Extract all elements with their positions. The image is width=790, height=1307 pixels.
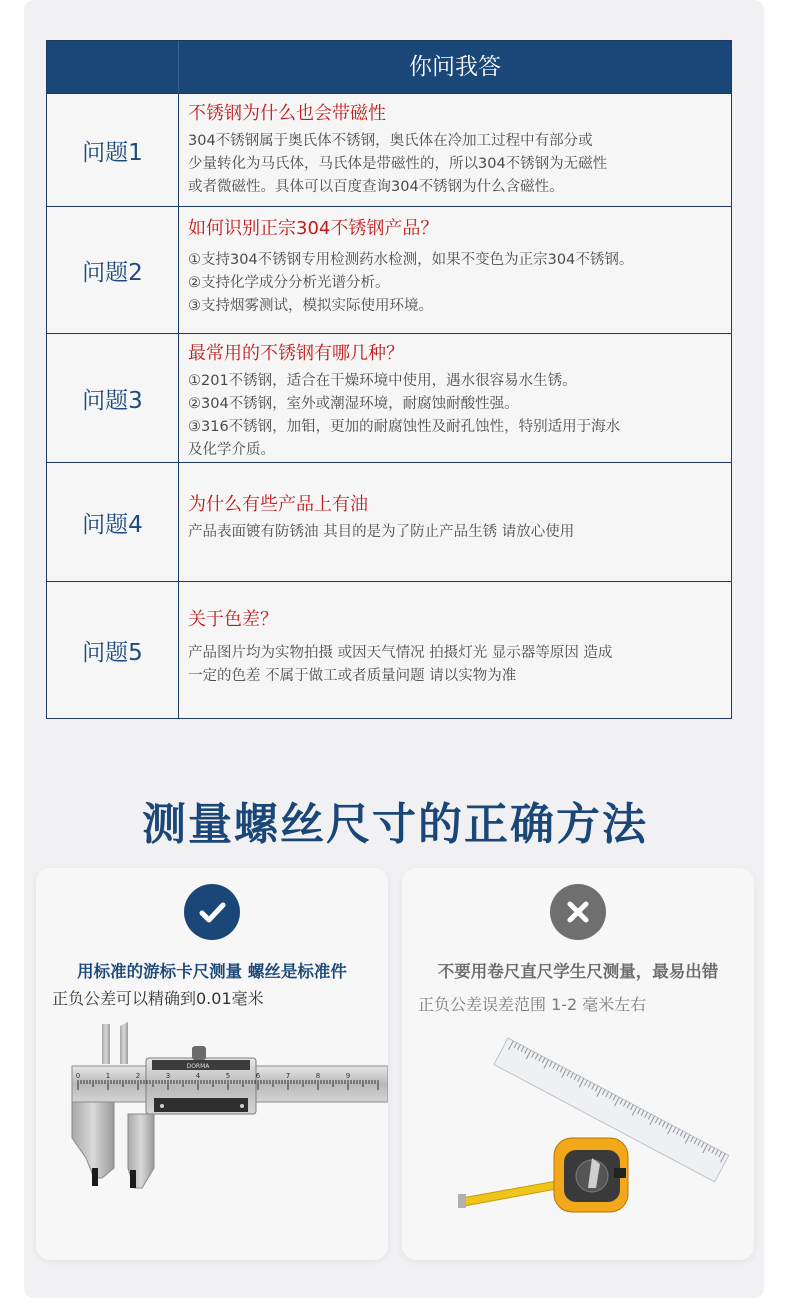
faq-header [47, 41, 731, 93]
faq-row-label: 问题3 [47, 334, 179, 462]
faq-row-1 [47, 93, 731, 206]
faq-row-label: 问题2 [47, 207, 179, 333]
faq-answer: ①201不锈钢，适合在干燥环境中使用，遇水很容易水生锈。 ②304不锈钢，室外或潮湿环境，耐腐蚀耐酸性强。 ③316不锈钢，加钼，更加的耐腐蚀性及耐孔蚀性，特别适用于海水 及化学介质。 [188, 373, 621, 458]
faq-title: 你问我答 [409, 54, 501, 80]
faq-row-label: 问题4 [47, 463, 179, 581]
measure-section-title: 测量螺丝尺寸的正确方法 [142, 799, 648, 850]
faq-row-5 [47, 581, 731, 718]
faq-question: 关于色差？ [188, 609, 278, 630]
cross-icon [550, 884, 606, 940]
faq-row-3 [47, 333, 731, 462]
caliper-scale-number: 1 [105, 1072, 111, 1080]
faq-row-2 [47, 206, 731, 333]
wrong-method-panel [402, 868, 754, 1260]
check-icon [184, 884, 240, 940]
faq-answer: 304不锈钢属于奥氏体不锈钢，奥氏体在冷加工过程中有部分或 少量转化为马氏体，马氏体是带磁性的，所以304不锈钢为无磁性 或者微磁性。具体可以百度查询304不锈钢为什么含磁性。 [188, 133, 608, 195]
ruler-and-tape-image [442, 1018, 742, 1258]
faq-row-content [180, 582, 731, 718]
faq-answer: 产品图片均为实物拍摄 或因天气情况 拍摄灯光 显示器等原因 造成 一定的色差 不属于做工或者质量问题 请以实物为准 [188, 645, 613, 684]
faq-question: 不锈钢为什么也会带磁性 [188, 103, 386, 124]
correct-method-panel [36, 868, 388, 1260]
faq-answer: 产品表面镀有防锈油 其目的是为了防止产品生锈 请放心使用 [188, 524, 575, 540]
caliper-scale-number: 7 [285, 1072, 291, 1080]
correct-method-subtitle: 正负公差可以精确到0.01毫米 [52, 989, 264, 1008]
faq-question: 最常用的不锈钢有哪几种？ [188, 343, 404, 364]
vernier-caliper-image [58, 1018, 388, 1248]
faq-answer: ①支持304不锈钢专用检测药水检测，如果不变色为正宗304不锈钢。 ②支持化学成分分析光谱分析。 ③支持烟雾测试，模拟实际使用环境。 [188, 252, 634, 314]
faq-question: 为什么有些产品上有油 [188, 494, 368, 515]
faq-row-content [180, 207, 731, 333]
faq-row-content [180, 94, 731, 206]
faq-row-4 [47, 462, 731, 581]
wrong-method-title: 不要用卷尺直尺学生尺测量，最易出错 [437, 962, 719, 981]
faq-table [46, 40, 732, 719]
wrong-method-subtitle: 正负公差误差范围 1-2 毫米左右 [418, 995, 647, 1014]
caliper-scale-number: 9 [345, 1072, 351, 1080]
caliper-scale-number: 4 [195, 1072, 201, 1080]
faq-question: 如何识别正宗304不锈钢产品？ [188, 218, 439, 239]
faq-row-content [180, 334, 731, 462]
faq-row-label: 问题5 [47, 582, 179, 718]
caliper-scale-number: 8 [315, 1072, 321, 1080]
caliper-scale-number: 2 [135, 1072, 141, 1080]
caliper-brand: DORMA [186, 1063, 210, 1070]
caliper-scale-number: 3 [165, 1072, 171, 1080]
caliper-scale-number: 0 [75, 1072, 81, 1080]
correct-method-title: 用标准的游标卡尺测量 螺丝是标准件 [77, 962, 347, 981]
caliper-scale-number: 6 [255, 1072, 261, 1080]
caliper-scale-number: 5 [225, 1072, 231, 1080]
faq-header-corner [47, 41, 179, 93]
faq-row-content [180, 463, 731, 581]
faq-row-label: 问题1 [47, 94, 179, 206]
